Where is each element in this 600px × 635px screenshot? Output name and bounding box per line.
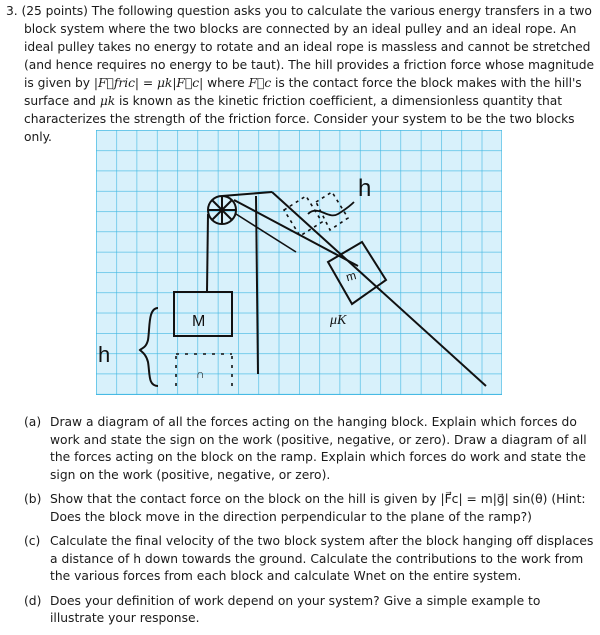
question-label: (d) [24,593,42,608]
contact-force-symbol: F⃗c [248,76,272,90]
intro-text-2: where [207,76,245,90]
dashed-lower-m: ∩ [196,367,205,381]
intro-text-4: is known as the kinetic friction coefficient, a dimensionless quantity that characterizes the strength of the friction force. Consider your system to be the two blocks only. [24,94,575,144]
question-text: Draw a diagram of all the forces acting on the hanging block. Explain which forces do work and state the sign on the work (positive, negative, or zero). Draw a diagram of all the forces acting on the block on the ramp. Explain which forces do work and state the sign on the work (positive, negative, or zero). [50,415,587,482]
question-text: Show that the contact force on the block on the hill is given by |F⃗c| = m|g⃗| sin(θ) (Hint: Does the block move in the direction perpendicular to the plane of the ramp?) [50,492,586,524]
intro-text-3: is the contact force the block makes with the hill's surface and [24,76,582,108]
question-text: Calculate the final velocity of the two block system after the block hanging off displaces a distance of h down towards the ground. Calculate the contributions to the work from the various forces from each block and calculate Wnet on the entire system. [50,534,594,583]
label-M: M [192,313,206,330]
pulley-ramp-figure [96,130,502,395]
question-list [24,414,596,635]
problem-number: 3. [6,4,18,18]
question-label: (a) [24,415,42,429]
question-a [24,414,596,484]
label-muk: μK [330,313,347,328]
mu-symbol: μk [99,94,116,108]
question-d [24,593,596,628]
question-label: (b) [24,492,42,506]
question-label: (c) [24,534,41,548]
label-h-top: h [358,175,372,202]
problem-statement [6,2,596,146]
question-c [24,533,596,586]
question-text: Does your definition of work depend on your system? Give a simple example to illustrate your response. [50,593,541,625]
problem-paragraph [6,2,596,146]
pulley [208,196,236,224]
rope-to-hanging-block [207,214,208,292]
question-b [24,491,596,526]
grid-background [96,130,502,395]
label-m: m [344,268,358,285]
label-h-left: h [98,342,111,367]
friction-formula: |F⃗fric| = μk|F⃗c| [93,76,204,90]
intro-text-1: (25 points) The following question asks you to calculate the various energy transfers in a two block system where the two blocks are connected by an ideal pulley and an ideal rope. An ideal pulley takes no energy to rotate and an ideal rope is massless and cannot be stretched (and hence requires no energy to be taut). The hill provides a friction force whose magnitude is given by [21,4,595,90]
